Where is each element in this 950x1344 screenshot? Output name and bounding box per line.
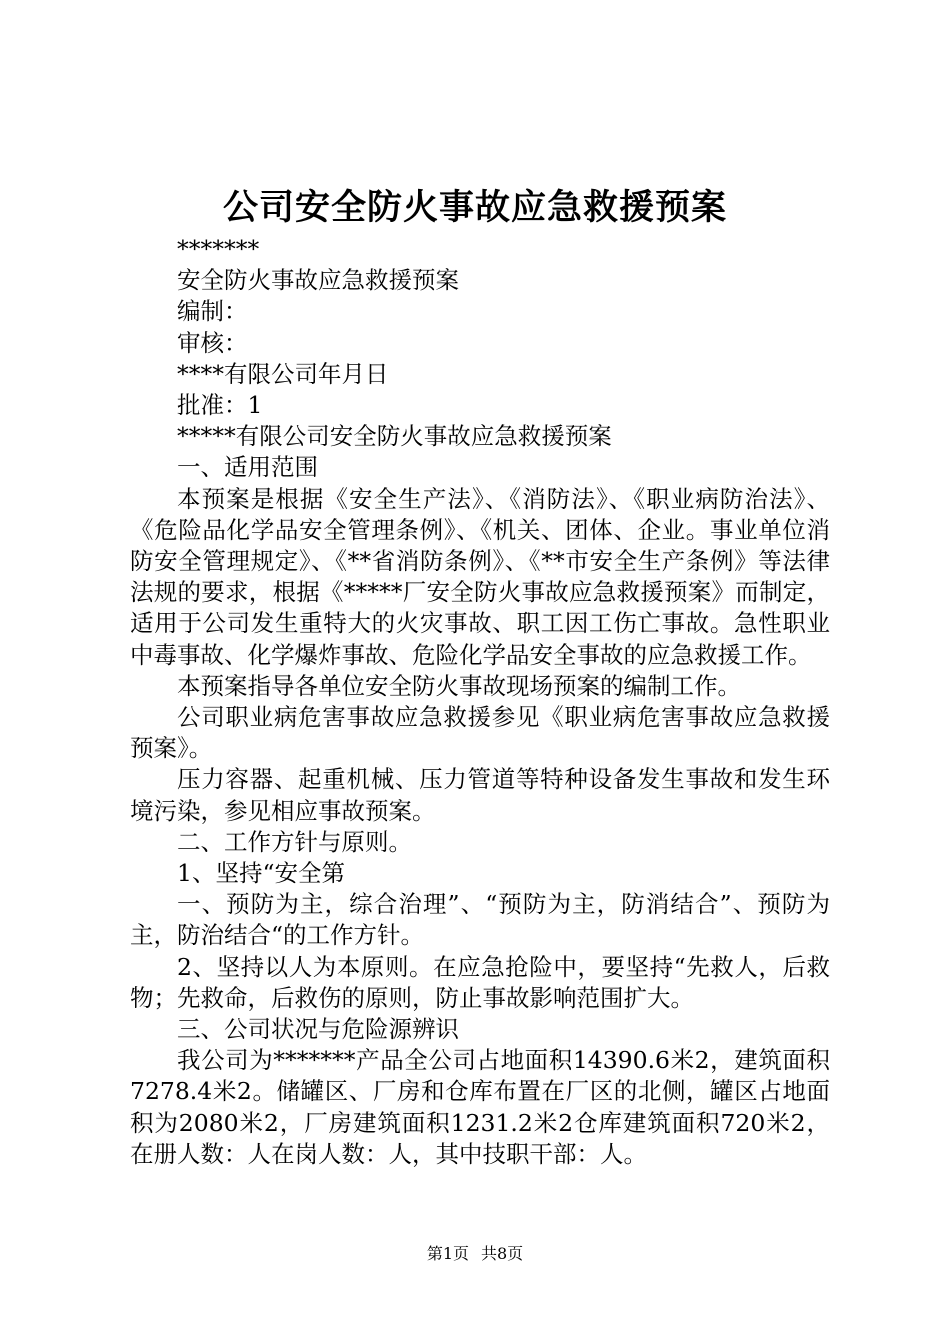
cover-line: ****有限公司年月日 — [177, 359, 389, 388]
body-paragraph: 2、坚持以人为本原则。在应急抢险中，要坚持“先救人，后救物；先救命，后救伤的原则，防止事故影响范围扩大。 — [130, 952, 830, 1012]
body-paragraph: 本预案是根据《安全生产法》、《消防法》、《职业病防治法》、《危险品化学品安全管理条例》、《机关、团体、企业。事业单位消防安全管理规定》、《**省消防条例》、《**市安全生产条例》等法律法规的要求，根据《*****厂安全防火事故应急救援预案》而制定，适用于公司发生重特大的火灾事故、职工因工伤亡事故。急性职业中毒事故、化学爆炸事故、危险化学品安全事故的应急救援工作。 — [130, 484, 830, 669]
body-paragraph: 1、坚持“安全第 — [177, 859, 345, 888]
page-number: 第1页 — [426, 1244, 469, 1263]
body-paragraph: 本预案指导各单位安全防火事故现场预案的编制工作。 — [177, 671, 741, 700]
cover-line: 安全防火事故应急救援预案 — [177, 266, 459, 295]
section-heading: 一、适用范围 — [177, 453, 318, 482]
body-paragraph: 我公司为*******产品全公司占地面积14390.6米2，建筑面积7278.4米2。储罐区、厂房和仓库布置在厂区的北侧，罐区占地面积为2080米2，厂房建筑面积1231.2米2仓库建筑面积720米2，在册人数：人在岗人数：人，其中技职干部：人。 — [130, 1046, 830, 1168]
page-total: 共8页 — [481, 1244, 524, 1263]
cover-line: 批准：1 — [177, 391, 263, 420]
body-paragraph: 一、预防为主，综合治理”、“预防为主，防消结合”、预防为主，防治结合“的工作方针。 — [130, 890, 830, 950]
cover-line: *****有限公司安全防火事故应急救援预案 — [177, 422, 612, 451]
body-paragraph: 公司职业病危害事故应急救援参见《职业病危害事故应急救援预案》。 — [130, 703, 830, 763]
document-body — [130, 234, 830, 1170]
section-heading: 二、工作方针与原则。 — [177, 827, 412, 856]
cover-line: 审核： — [177, 328, 248, 357]
document-title: 公司安全防火事故应急救援预案 — [222, 187, 727, 228]
page-footer — [0, 1244, 950, 1264]
body-paragraph: 压力容器、起重机械、压力管道等特种设备发生事故和发生环境污染，参见相应事故预案。 — [130, 765, 830, 825]
cover-line: ******* — [177, 235, 260, 263]
cover-line: 编制： — [177, 297, 248, 326]
section-heading: 三、公司状况与危险源辨识 — [177, 1015, 459, 1044]
